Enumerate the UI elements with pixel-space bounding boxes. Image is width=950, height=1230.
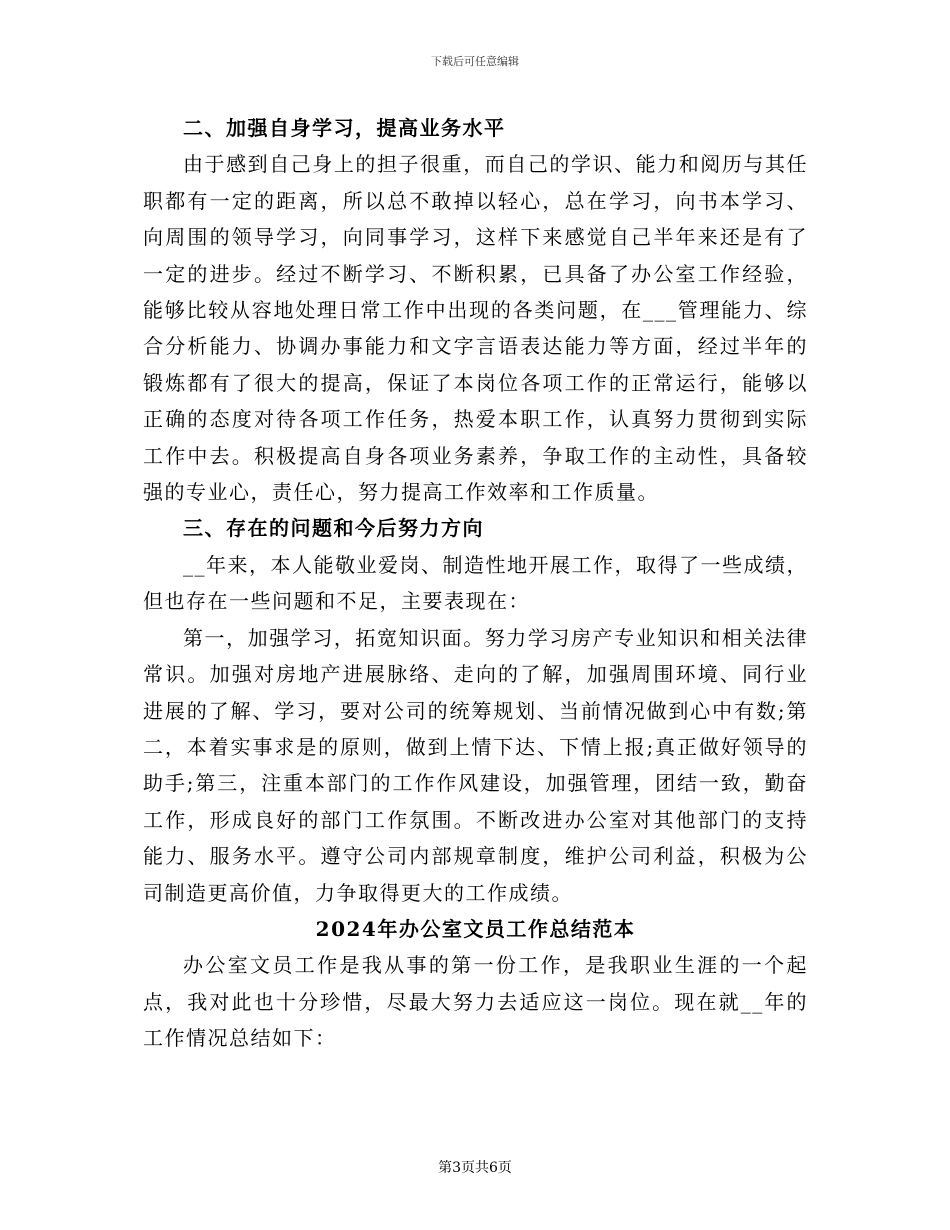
document-title-2024: 2024年办公室文员工作总结范本: [315, 916, 636, 941]
page-footer: 第3页共6页: [438, 1160, 512, 1176]
document-body: [143, 110, 808, 1057]
section-heading-3: 三、存在的问题和今后努力方向: [183, 516, 484, 541]
paragraph-problems-intro: __年来，本人能敬业爱岗、制造性地开展工作，取得了一些成绩，但也存在一些问题和不足，主要表现在：: [143, 552, 808, 614]
paragraph-study: 由于感到自己身上的担子很重，而自己的学识、能力和阅历与其任职都有一定的距离，所以总不敢掉以轻心，总在学习，向书本学习、向周围的领导学习，向同事学习，这样下来感觉自己半年来还是有了一定的进步。经过不断学习、不断积累，已具备了办公室工作经验，能够比较从容地处理日常工作中出现的各类问题，在___管理能力、综合分析能力、协调办事能力和文字言语表达能力等方面，经过半年的锻炼都有了很大的提高，保证了本岗位各项工作的正常运行，能够以正确的态度对待各项工作任务，热爱本职工作，认真努力贯彻到实际工作中去。积极提高自身各项业务素养，争取工作的主动性，具备较强的专业心，责任心，努力提高工作效率和工作质量。: [143, 152, 808, 505]
section-heading-2: 二、加强自身学习，提高业务水平: [183, 116, 506, 140]
paragraph-improvements: 第一，加强学习，拓宽知识面。努力学习房产专业知识和相关法律常识。加强对房地产进展脉络、走向的了解，加强周围环境、同行业进展的了解、学习，要对公司的统筹规划、当前情况做到心中有数;第二，本着实事求是的原则，做到上情下达、下情上报;真正做好领导的助手;第三，注重本部门的工作作风建设，加强管理，团结一致，勤奋工作，形成良好的部门工作氛围。不断改进办公室对其他部门的支持能力、服务水平。遵守公司内部规章制度，维护公司利益，积极为公司制造更高价值，力争取得更大的工作成绩。: [143, 625, 808, 905]
page-header: 下载后可任意编辑: [431, 55, 519, 68]
paragraph-clerk-intro: 办公室文员工作是我从事的第一份工作，是我职业生涯的一个起点，我对此也十分珍惜，尽最大努力去适应这一岗位。现在就__年的工作情况总结如下：: [143, 953, 808, 1051]
